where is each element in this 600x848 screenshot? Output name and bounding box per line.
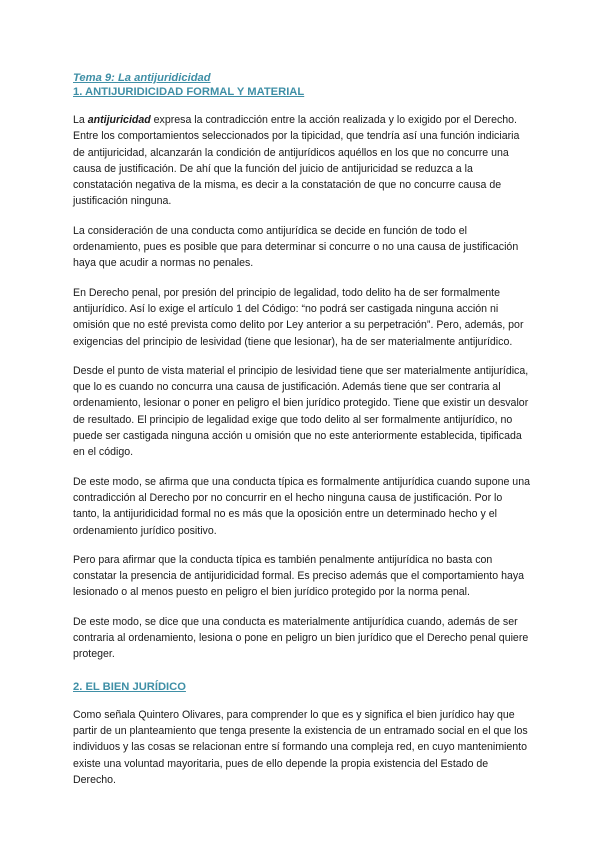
paragraph-lead: La [73, 114, 88, 126]
document-title: Tema 9: La antijuridicidad [73, 72, 211, 84]
section-1-heading: 1. ANTIJURIDICIDAD FORMAL Y MATERIAL [73, 86, 305, 98]
paragraph-ordenamiento: La consideración de una conducta como antijurídica se decide en función de todo el ordenamiento, pues es posible que para determinar si concurre o no una causa de justificación haya que acudir a normas no penales. [73, 224, 519, 270]
section-2-heading: 2. EL BIEN JURÍDICO [73, 680, 186, 693]
paragraph-materialmente-antijuridica: De este modo, se dice que una conducta es materialmente antijurídica cuando, además de ser contraria al ordenamiento, lesiona o pone en peligro un bien jurídico que el Derecho penal quiere proteger. [73, 615, 529, 661]
paragraph-punto-de-vista-material: Desde el punto de vista material el principio de lesividad tiene que ser materialmente antijurídica, que lo es cuando no concurra una causa de justificación. Además tiene que ser contraria al ordenamiento, lesionar o poner en peligro el bien jurídico protegido. Tiene que existir un desvalor de resultado. El principio de legalidad exige que todo delito al ser formalmente antijurídico, no puede ser castigada ninguna acción u omisión que no este anteriormente establecida, tipificada en el código. [73, 364, 529, 459]
paragraph-penalmente-antijuridica: Pero para afirmar que la conducta típica es también penalmente antijurídica no basta con constatar la presencia de antijuridicidad formal. Es preciso además que el comportamiento haya lesionado o al menos puesto en peligro el bien jurídico protegido por la norma penal. [73, 553, 525, 599]
paragraph-definition [73, 112, 530, 210]
paragraph-bien-juridico: Como señala Quintero Olivares, para comprender lo que es y significa el bien jurídico hay que partir de un planteamiento que tenga presente la existencia de un entramado social en el que los individuos y las cosas se relacionan entre sí formando una compleja red, en cuyo mantenimiento existe una voluntad mayoritaria, pues de ello depende la propia existencia del Estado de Derecho. [73, 708, 528, 786]
paragraph-formalmente-antijuridica: De este modo, se afirma que una conducta típica es formalmente antijurídica cuando supone una contradicción al Derecho por no concurrir en el hecho ninguna causa de justificación. Por lo tanto, la antijuridicidad formal no es más que la oposición entre un determinado hecho y el ordenamiento jurídico positivo. [73, 475, 530, 537]
paragraph-rest: expresa la contradicción entre la acción realizada y lo exigido por el Derecho. Entre los comportamientos seleccionados por la tipicidad, que tendría así una función indiciaria de antijuricidad, alcanzarán la condición de antijurídicos aquéllos en los que no concurre una causa de justificación. De ahí que la función del juicio de antijuricidad se reduzca a la constatación negativa de la misma, es decir a la constatación de que no concurre causa de justificación ninguna. [73, 114, 520, 208]
key-term: antijuricidad [87, 114, 151, 126]
paragraph-derecho-penal: En Derecho penal, por presión del principio de legalidad, todo delito ha de ser formalmente antijurídico. Así lo exige el artículo 1 del Código: “no podrá ser castigada ninguna acción ni omisión que no esté prevista como delito por Ley anterior a su perpetración”. Pero, además, por exigencias del principio de lesividad (tiene que lesionar), ha de ser materialmente antijurídico. [73, 286, 524, 348]
